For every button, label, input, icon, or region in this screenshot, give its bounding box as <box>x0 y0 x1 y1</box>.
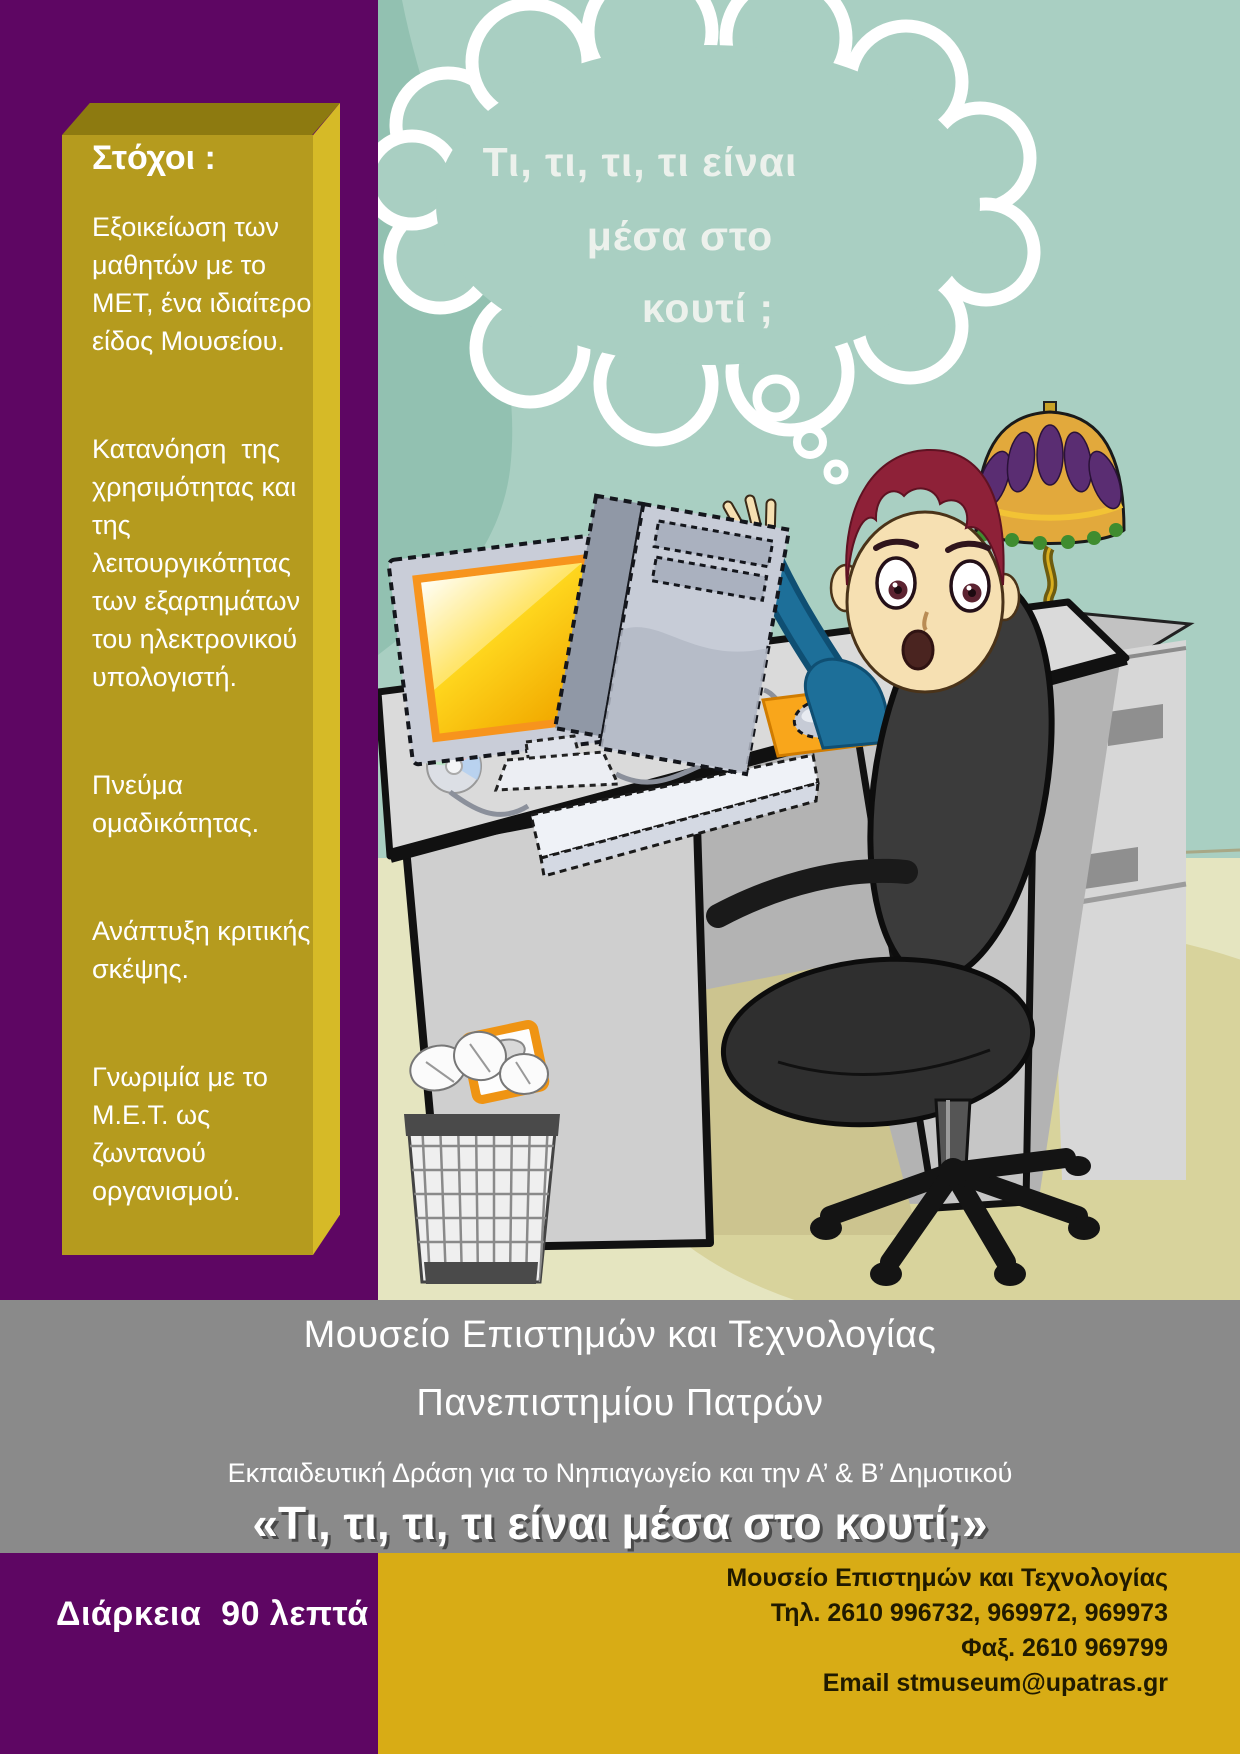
banner-subtitle: Εκπαιδευτική Δράση για το Νηπιαγωγείο και την Α’ & Β’ Δημοτικού <box>227 1458 1013 1488</box>
chair-wheel <box>994 1262 1026 1286</box>
bubble-trail-dot <box>827 463 845 481</box>
chair-wheel <box>810 1216 842 1240</box>
bubble-trail-dot <box>797 429 823 455</box>
footer-contact-block <box>378 1553 1240 1754</box>
goal-item: Εξοικείωση των μαθητών με το ΜΕΤ, ένα ιδιαίτερο είδος Μουσείου. <box>92 212 319 356</box>
banner-quote: «Τι, τι, τι, τι είναι μέσα στο κουτί;» <box>252 1497 988 1549</box>
chair-wheel <box>870 1262 902 1286</box>
boy-mouth <box>903 631 933 669</box>
duration-text: Διάρκεια 90 λεπτά <box>56 1595 369 1633</box>
illustration-svg <box>378 0 1240 1300</box>
chair-wheel <box>1068 1216 1100 1240</box>
illustration <box>378 0 1240 1300</box>
left-purple-column <box>0 0 378 1300</box>
bubble-text-line1: Τι, τι, τι, τι είναι <box>482 139 798 185</box>
contact-email: Email stmuseum@upatras.gr <box>822 1669 1168 1697</box>
chair-post <box>936 1100 970 1168</box>
bubble-text-line2: μέσα στο <box>586 213 774 259</box>
contact-phone: Τηλ. 2610 996732, 969972, 969973 <box>770 1599 1168 1627</box>
chair-wheel <box>1065 1156 1091 1176</box>
bubble-text-line3: κουτί ; <box>641 285 775 331</box>
goal-item: Ανάπτυξη κριτικής σκέψης. <box>92 916 318 984</box>
banner <box>0 1300 1240 1553</box>
goal-box-top-face <box>62 103 340 135</box>
goal-item: Κατανόηση της χρησιμότητας και της λειτουργικότητας των εξαρτημάτων του ηλεκτρονικού υπολογιστή. <box>92 434 308 692</box>
goal-item: Πνεύμα ομαδικότητας. <box>92 770 260 838</box>
contact-org: Μουσείο Επιστημών και Τεχνολογίας <box>726 1564 1168 1592</box>
banner-title-line2: Πανεπιστημίου Πατρών <box>416 1382 824 1424</box>
waste-basket <box>404 1023 560 1284</box>
footer-duration-block <box>0 1553 378 1754</box>
goal-box-text <box>92 138 324 1280</box>
computer-tower <box>553 496 789 774</box>
banner-title-line1: Μουσείο Επιστημών και Τεχνολογίας <box>303 1314 937 1356</box>
bubble-trail-dot <box>757 379 795 417</box>
contact-fax: Φαξ. 2610 969799 <box>961 1634 1168 1662</box>
goal-box-title: Στόχοι : <box>92 139 216 177</box>
goal-item: Γνωριμία με το Μ.Ε.Τ. ως ζωντανού οργανισμού. <box>92 1062 276 1206</box>
contact-info <box>726 1561 1168 1701</box>
